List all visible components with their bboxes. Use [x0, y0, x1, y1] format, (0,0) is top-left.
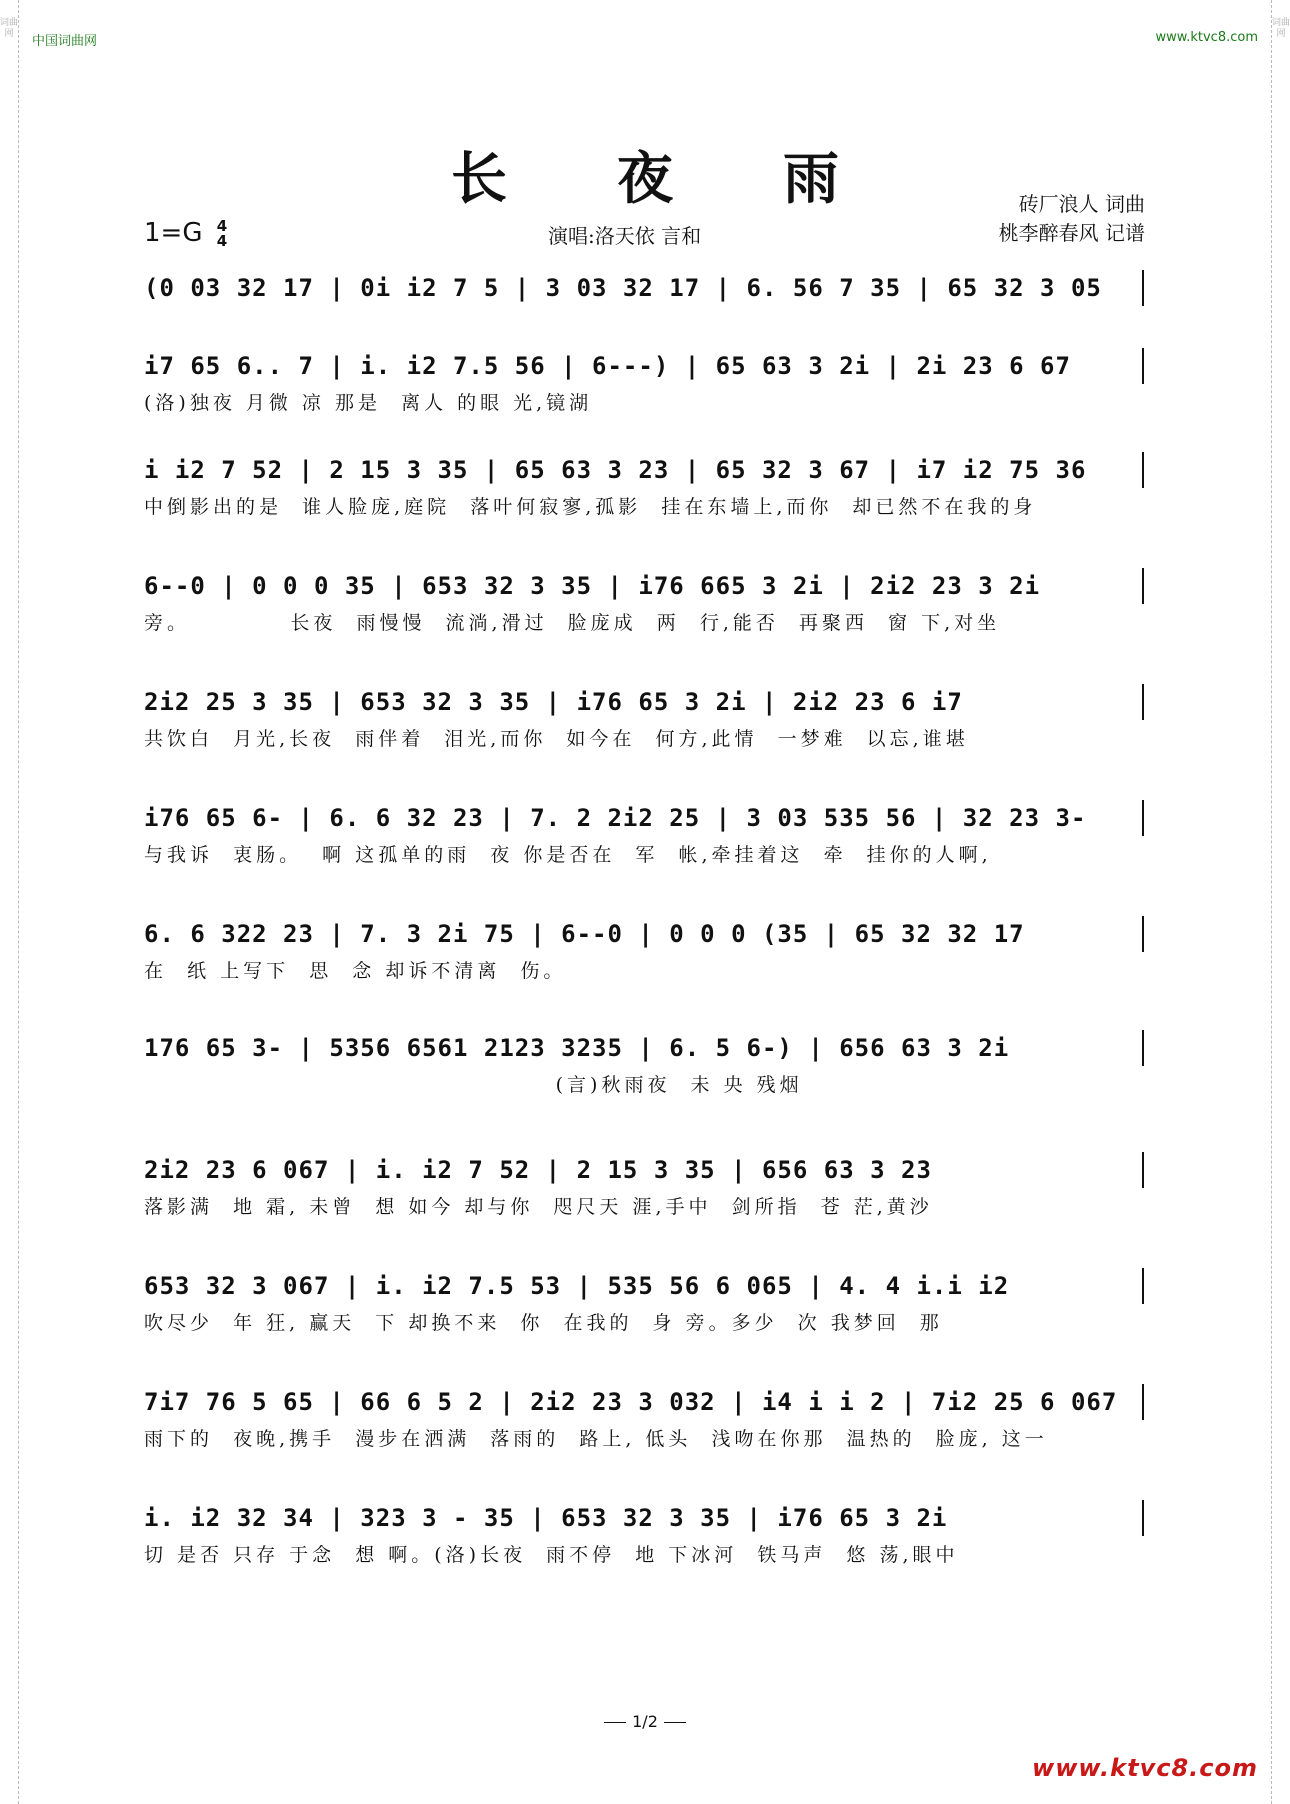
- score-row: [144, 1384, 1144, 1452]
- score-row: [144, 800, 1144, 868]
- notation-line: 653 32 3 067 | i. i2 7.5 53 | 535 56 6 065 | 4. 4 i.i i2: [144, 1268, 1144, 1304]
- score-row: [144, 452, 1144, 520]
- notation-line: 6--0 | 0 0 0 35 | 653 32 3 35 | i76 665 3 2i | 2i2 23 3 2i: [144, 568, 1144, 604]
- lyrics-line: (洛)独夜 月微 凉 那是 离人 的眼 光,镜湖: [144, 392, 593, 414]
- singer-credit: 演唱:洛天依 言和: [548, 224, 702, 248]
- notation-line: (0 03 32 17 | 0i i2 7 5 | 3 03 32 17 | 6. 56 7 35 | 65 32 3 05: [144, 270, 1144, 306]
- notation-line: 2i2 23 6 067 | i. i2 7 52 | 2 15 3 35 | 656 63 3 23: [144, 1152, 1144, 1188]
- right-margin-watermark: 词曲网: [1271, 0, 1290, 1804]
- score-row: [144, 348, 1144, 416]
- notation-line: 2i2 25 3 35 | 653 32 3 35 | i76 65 3 2i | 2i2 23 6 i7: [144, 684, 1144, 720]
- score-row: [144, 270, 1144, 312]
- lyrics-line: 吹尽少 年 狂, 赢天 下 却换不来 你 在我的 身 旁。多少 次 我梦回 那: [144, 1312, 943, 1334]
- meter-bottom: 4: [216, 231, 228, 250]
- score-row: [144, 1500, 1144, 1568]
- score-row: [144, 1030, 1144, 1098]
- notation-line: i7 65 6.. 7 | i. i2 7.5 56 | 6---) | 65 63 3 2i | 2i 23 6 67: [144, 348, 1144, 384]
- notation-line: i76 65 6- | 6. 6 32 23 | 7. 2 2i2 25 | 3 03 535 56 | 32 23 3-: [144, 800, 1144, 836]
- lyrics-line: 雨下的 夜晚,携手 漫步在洒满 落雨的 路上, 低头 浅吻在你那 温热的 脸庞, 这一: [144, 1428, 1048, 1450]
- key-signature: [144, 218, 227, 249]
- time-signature: [216, 216, 228, 250]
- lyricist-credit: 砖厂浪人 词曲: [1018, 192, 1145, 216]
- score-row: [144, 916, 1144, 984]
- score-row: [144, 1152, 1144, 1220]
- lyrics-line: 在 纸 上写下 思 念 却诉不清离 伤。: [144, 960, 567, 982]
- score-row: [144, 1268, 1144, 1336]
- notation-line: 7i7 76 5 65 | 66 6 5 2 | 2i2 23 3 032 | i4 i i 2 | 7i2 25 6 067: [144, 1384, 1144, 1420]
- lyrics-line: (言)秋雨夜 未 央 残烟: [144, 1074, 803, 1096]
- page-number: 1/2: [632, 1712, 658, 1731]
- notation-line: 6. 6 322 23 | 7. 3 2i 75 | 6--0 | 0 0 0 (35 | 65 32 32 17: [144, 916, 1144, 952]
- lyrics-line: 切 是否 只存 于念 想 啊。(洛)长夜 雨不停 地 下冰河 铁马声 悠 荡,眼中: [144, 1544, 959, 1566]
- lyrics-line: 与我诉 衷肠。 啊 这孤单的雨 夜 你是否在 军 帐,牵挂着这 牵 挂你的人啊,: [144, 844, 992, 866]
- lyrics-line: 旁。 长夜 雨慢慢 流淌,滑过 脸庞成 两 行,能否 再聚西 窗 下,对坐: [144, 612, 1001, 634]
- lyrics-line: 中倒影出的是 谁人脸庞,庭院 落叶何寂寥,孤影 挂在东墙上,而你 却已然不在我的身: [144, 496, 1037, 518]
- key-text: 1=G: [144, 218, 203, 248]
- lyrics-line: 落影满 地 霜, 未曾 想 如今 却与你 咫尺天 涯,手中 剑所指 苍 茫,黄沙: [144, 1196, 933, 1218]
- score-row: [144, 568, 1144, 636]
- site-name-left: 中国词曲网: [32, 34, 98, 49]
- notation-line: 176 65 3- | 5356 6561 2123 3235 | 6. 5 6-) | 656 63 3 2i: [144, 1030, 1144, 1066]
- transcriber-credit: 桃李醉春风 记谱: [998, 221, 1145, 245]
- song-title: 长夜雨: [451, 146, 949, 212]
- page-footer: [0, 1712, 1290, 1731]
- meter-top: 4: [216, 216, 228, 235]
- lyrics-line: 共饮白 月光,长夜 雨伴着 泪光,而你 如今在 何方,此情 一梦难 以忘,谁堪: [144, 728, 969, 750]
- credits-block: [999, 190, 1145, 248]
- site-url-right: www.ktvc8.com: [1155, 30, 1258, 45]
- site-logo: www.ktvc8.com: [1032, 1754, 1258, 1782]
- notation-line: i i2 7 52 | 2 15 3 35 | 65 63 3 23 | 65 32 3 67 | i7 i2 75 36: [144, 452, 1144, 488]
- notation-line: i. i2 32 34 | 323 3 - 35 | 653 32 3 35 | i76 65 3 2i: [144, 1500, 1144, 1536]
- score-row: [144, 684, 1144, 752]
- left-margin-watermark: 词曲网: [0, 0, 19, 1804]
